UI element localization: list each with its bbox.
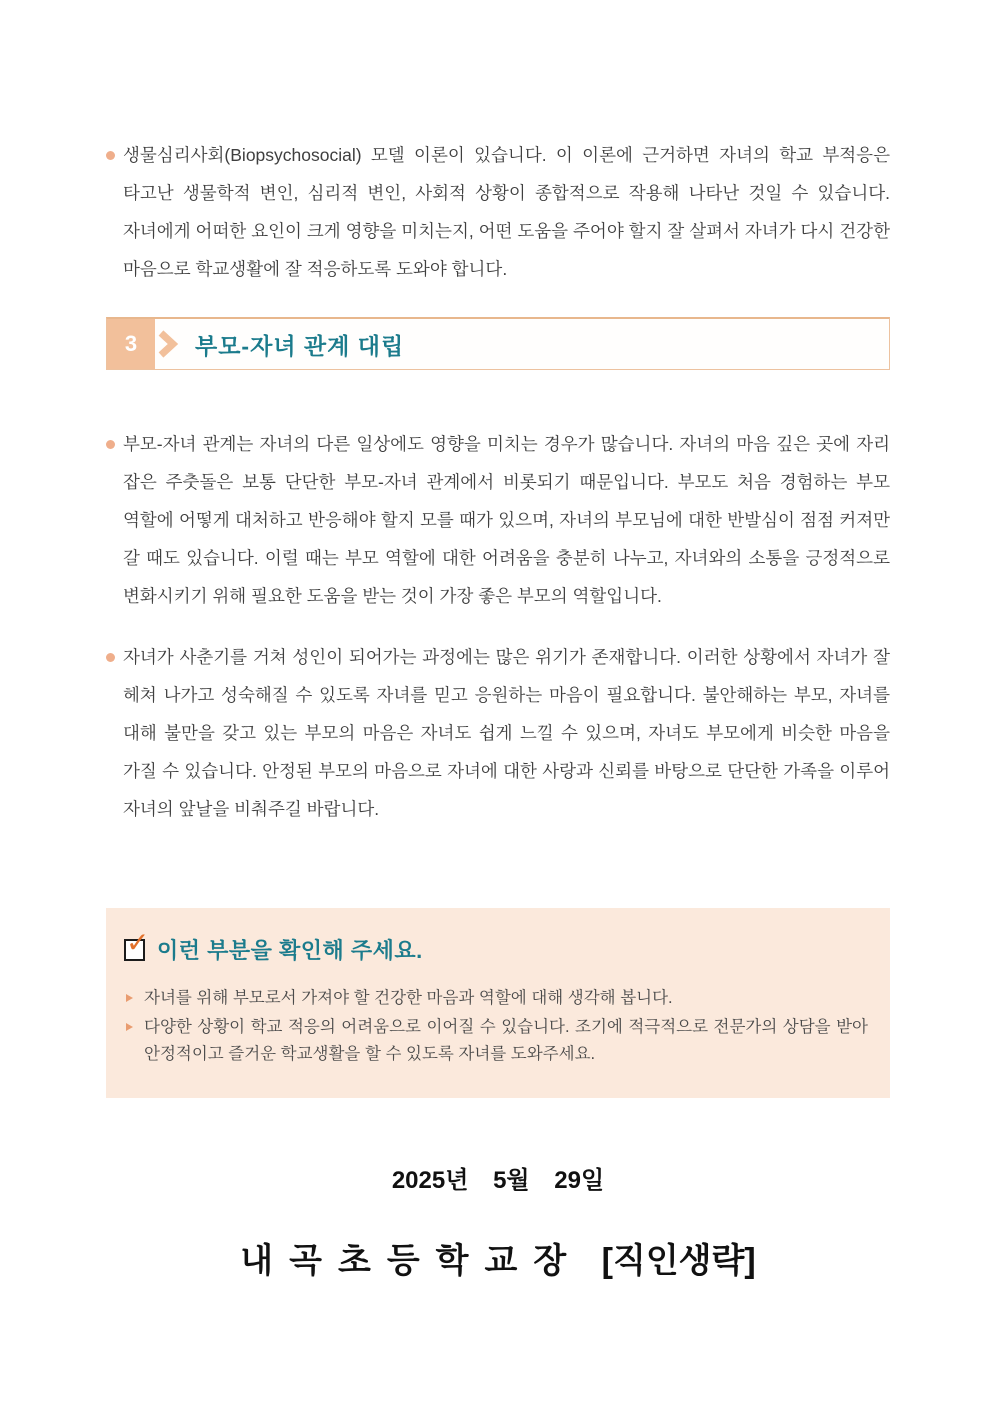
- section-header: [106, 317, 890, 370]
- body-paragraph-1: [106, 425, 890, 615]
- note-item-1-text: 자녀를 위해 부모로서 가져야 할 건강한 마음과 역할에 대해 생각해 봅니다.: [144, 989, 673, 1007]
- checkbox-icon: [124, 926, 150, 961]
- chevron-right-icon: [157, 327, 179, 361]
- note-item-2-text: 다양한 상황이 학교 적응의 어려움으로 이어질 수 있습니다. 조기에 적극적으로 전문가의 상담을 받아 안정적이고 즐거운 학교생활을 할 수 있도록 자녀를 도와주세요.: [144, 1018, 868, 1063]
- section-title: 부모-자녀 관계 대립: [195, 332, 405, 359]
- body-paragraphs: [106, 425, 890, 828]
- intro-paragraph-text: 생물심리사회(Biopsychosocial) 모델 이론이 있습니다. 이 이론에 근거하면 자녀의 학교 부적응은 타고난 생물학적 변인, 심리적 변인, 사회적 상황이 종합적으로 작용해 나타난 것일 수 있습니다. 자녀에게 어떠한 요인이 크게 영향을 미치는지, 어떤 도움을 주어야 할지 잘 살펴서 자녀가 다시 건강한 마음으로 학교생활에 잘 적응하도록 도와야 합니다.: [123, 145, 890, 279]
- bullet-dot-icon: [106, 440, 115, 449]
- bullet-dot-icon: [106, 653, 115, 662]
- signature-school-name: 내곡초등학교장: [240, 1242, 583, 1280]
- checkmark-icon: ✓: [126, 926, 150, 958]
- section-number-badge: 3: [107, 319, 155, 369]
- note-item: [124, 1014, 868, 1068]
- note-items: [124, 985, 868, 1068]
- note-title-row: [124, 926, 868, 965]
- signature-seal-note: [직인생략]: [601, 1242, 756, 1280]
- intro-paragraph: [106, 136, 890, 288]
- signature-line: [106, 1233, 890, 1282]
- date-line: 2025년 5월 29일: [391, 1167, 605, 1194]
- body-paragraph-2: [106, 638, 890, 828]
- note-title: 이런 부분을 확인해 주세요.: [157, 938, 423, 963]
- triangle-bullet-icon: [126, 1023, 133, 1031]
- note-box: [106, 908, 890, 1098]
- body-paragraph-1-text: 부모-자녀 관계는 자녀의 다른 일상에도 영향을 미치는 경우가 많습니다. 자녀의 마음 깊은 곳에 자리 잡은 주춧돌은 보통 단단한 부모-자녀 관계에서 비롯되기 때문입니다. 부모도 처음 경험하는 부모 역할에 어떻게 대처하고 반응해야 할지 모를 때가 있으며, 자녀의 부모님에 대한 반발심이 점점 커져만 갈 때도 있습니다. 이럴 때는 부모 역할에 대한 어려움을 충분히 나누고, 자녀와의 소통을 긍정적으로 변화시키기 위해 필요한 도움을 받는 것이 가장 좋은 부모의 역할입니다.: [123, 434, 890, 606]
- bullet-dot-icon: [106, 151, 115, 160]
- triangle-bullet-icon: [126, 994, 133, 1002]
- note-item: [124, 985, 868, 1012]
- body-paragraph-2-text: 자녀가 사춘기를 거쳐 성인이 되어가는 과정에는 많은 위기가 존재합니다. 이러한 상황에서 자녀가 잘 헤쳐 나가고 성숙해질 수 있도록 자녀를 믿고 응원하는 마음이 필요합니다. 불안해하는 부모, 자녀를 대해 불만을 갖고 있는 부모의 마음은 자녀도 쉽게 느낄 수 있으며, 자녀도 부모에게 비슷한 마음을 가질 수 있습니다. 안정된 부모의 마음으로 자녀에 대한 사랑과 신뢰를 바탕으로 단단한 가족을 이루어 자녀의 앞날을 비춰주길 바랍니다.: [123, 647, 890, 819]
